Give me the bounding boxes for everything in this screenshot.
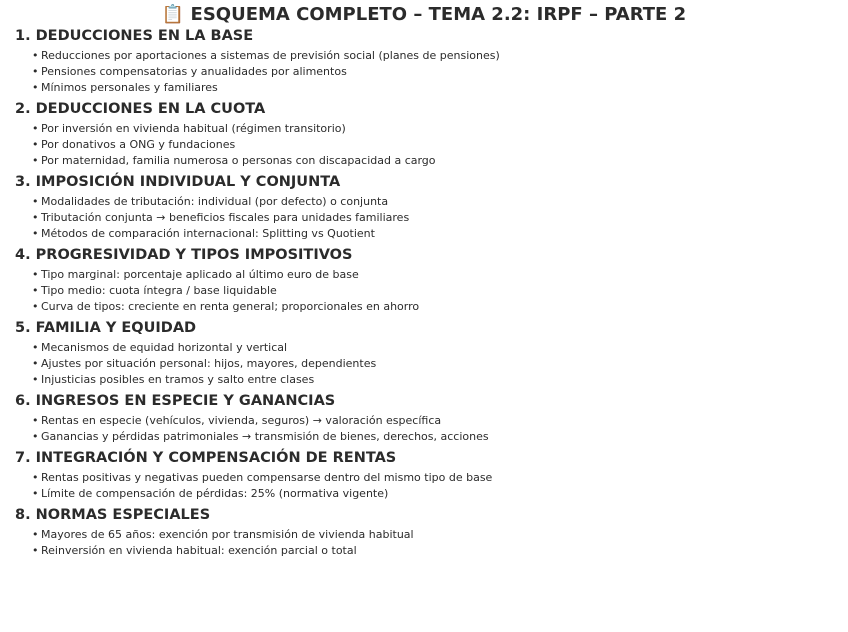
list-item <box>32 527 848 543</box>
section-heading: 8. NORMAS ESPECIALES <box>15 507 211 523</box>
list-item <box>32 210 848 226</box>
list-item-text: Reducciones por aportaciones a sistemas de previsión social (planes de pensiones) <box>41 49 500 62</box>
bullet-dot: • <box>32 154 39 167</box>
list-item <box>32 413 848 429</box>
list-item <box>32 194 848 210</box>
list-item-text: Pensiones compensatorias y anualidades por alimentos <box>41 65 347 78</box>
bullet-dot: • <box>32 487 39 500</box>
bullet-dot: • <box>32 227 39 240</box>
list-item-text: Reinversión en vivienda habitual: exención parcial o total <box>41 544 357 557</box>
section-2 <box>0 100 848 169</box>
section-7 <box>0 449 848 502</box>
list-item-text: Métodos de comparación internacional: Splitting vs Quotient <box>41 227 375 240</box>
list-item-text: Tipo marginal: porcentaje aplicado al último euro de base <box>41 268 359 281</box>
list-item <box>32 64 848 80</box>
section-6 <box>0 392 848 445</box>
section-3 <box>0 173 848 242</box>
list-item <box>32 429 848 445</box>
bullet-dot: • <box>32 357 39 370</box>
sections-container <box>0 27 848 559</box>
list-item <box>32 486 848 502</box>
section-heading: 6. INGRESOS EN ESPECIE Y GANANCIAS <box>15 393 336 409</box>
list-item-text: Rentas positivas y negativas pueden compensarse dentro del mismo tipo de base <box>41 471 493 484</box>
section-5 <box>0 319 848 388</box>
bullet-dot: • <box>32 211 39 224</box>
list-item-text: Modalidades de tributación: individual (por defecto) o conjunta <box>41 195 389 208</box>
bullet-dot: • <box>32 122 39 135</box>
list-item <box>32 226 848 242</box>
section-heading: 4. PROGRESIVIDAD Y TIPOS IMPOSITIVOS <box>15 247 353 263</box>
list-item <box>32 470 848 486</box>
bullet-dot: • <box>32 138 39 151</box>
bullet-list <box>32 48 848 96</box>
list-item-text: Límite de compensación de pérdidas: 25% (normativa vigente) <box>41 487 389 500</box>
bullet-dot: • <box>32 65 39 78</box>
list-item <box>32 283 848 299</box>
list-item <box>32 372 848 388</box>
list-item-text: Por inversión en vivienda habitual (régimen transitorio) <box>41 122 346 135</box>
bullet-dot: • <box>32 414 39 427</box>
section-1 <box>0 27 848 96</box>
list-item-text: Por maternidad, familia numerosa o personas con discapacidad a cargo <box>41 154 436 167</box>
section-heading: 3. IMPOSICIÓN INDIVIDUAL Y CONJUNTA <box>15 174 341 190</box>
section-heading: 2. DEDUCCIONES EN LA CUOTA <box>15 101 266 117</box>
bullet-list <box>32 470 848 502</box>
list-item <box>32 543 848 559</box>
list-item-text: Mayores de 65 años: exención por transmisión de vivienda habitual <box>41 528 414 541</box>
list-item <box>32 137 848 153</box>
bullet-dot: • <box>32 471 39 484</box>
bullet-dot: • <box>32 195 39 208</box>
bullet-dot: • <box>32 373 39 386</box>
bullet-list <box>32 121 848 169</box>
list-item-text: Rentas en especie (vehículos, vivienda, seguros) → valoración específica <box>41 414 442 427</box>
list-item-text: Curva de tipos: creciente en renta general; proporcionales en ahorro <box>41 300 420 313</box>
list-item-text: Mecanismos de equidad horizontal y vertical <box>41 341 288 354</box>
list-item-text: Tipo medio: cuota íntegra / base liquidable <box>41 284 277 297</box>
list-item <box>32 80 848 96</box>
section-8 <box>0 506 848 559</box>
list-item <box>32 356 848 372</box>
bullet-dot: • <box>32 284 39 297</box>
bullet-list <box>32 194 848 242</box>
bullet-dot: • <box>32 81 39 94</box>
bullet-list <box>32 413 848 445</box>
bullet-dot: • <box>32 528 39 541</box>
list-item <box>32 267 848 283</box>
section-heading: 5. FAMILIA Y EQUIDAD <box>15 320 197 336</box>
list-item <box>32 299 848 315</box>
bullet-dot: • <box>32 300 39 313</box>
list-item-text: Injusticias posibles en tramos y salto entre clases <box>41 373 315 386</box>
list-item-text: Por donativos a ONG y fundaciones <box>41 138 236 151</box>
section-heading: 7. INTEGRACIÓN Y COMPENSACIÓN DE RENTAS <box>15 450 397 466</box>
bullet-dot: • <box>32 268 39 281</box>
list-item-text: Mínimos personales y familiares <box>41 81 218 94</box>
list-item-text: Ganancias y pérdidas patrimoniales → transmisión de bienes, derechos, acciones <box>41 430 489 443</box>
section-heading: 1. DEDUCCIONES EN LA BASE <box>15 28 254 44</box>
bullet-dot: • <box>32 341 39 354</box>
section-4 <box>0 246 848 315</box>
list-item-text: Tributación conjunta → beneficios fiscales para unidades familiares <box>41 211 410 224</box>
bullet-list <box>32 267 848 315</box>
list-item <box>32 340 848 356</box>
list-item <box>32 121 848 137</box>
list-item <box>32 48 848 64</box>
bullet-dot: • <box>32 49 39 62</box>
page-title: 📋 ESQUEMA COMPLETO – TEMA 2.2: IRPF – PARTE 2 <box>161 4 687 25</box>
bullet-list <box>32 527 848 559</box>
bullet-dot: • <box>32 430 39 443</box>
bullet-dot: • <box>32 544 39 557</box>
list-item <box>32 153 848 169</box>
bullet-list <box>32 340 848 388</box>
list-item-text: Ajustes por situación personal: hijos, mayores, dependientes <box>41 357 377 370</box>
